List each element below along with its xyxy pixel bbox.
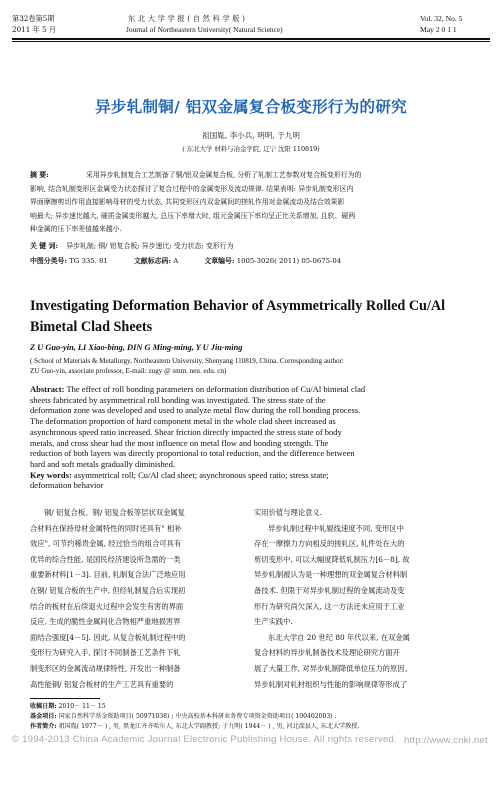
body-line: 面结合强度[4－5]. 因此, 从复合板轧制过程中的 xyxy=(30,632,186,642)
body-line: 备技术. 但限于对异步轧制过程的金属流动及变 xyxy=(254,585,405,595)
body-line: 展了大量工作, 对异步轧制降低单位压力的原因、 xyxy=(254,663,412,673)
abstract-cn xyxy=(30,169,490,237)
affiliation-en-line: ZU Guo-yin, associate professor, E-mail: zugy @ smm. neu. edu. cn) xyxy=(30,367,227,375)
journal-name-cn: 东 北 大 学 学 报 ( 自 然 科 学 版 ) xyxy=(128,14,246,23)
body-line: 变形行为研究入手, 探讨不同制备工艺条件下轧 xyxy=(30,648,181,658)
body-line: 在铜/ 铝复合板的生产中, 但经轧制复合后实现初 xyxy=(30,585,186,595)
abstract-en-line: metals, and cross shear had the most influence on metal flow and bonding strength. The xyxy=(30,437,329,448)
footnote-rule xyxy=(30,698,100,699)
doc-code-label: 文献标志码: xyxy=(134,257,171,265)
body-line: 东北大学自 20 世纪 80 年代以来, 在双金属 xyxy=(268,632,410,642)
paper-title-cn: 异步轧制铜/ 铝双金属复合板变形行为的研究 xyxy=(95,98,407,116)
clc-label: 中图分类号: xyxy=(30,257,67,265)
body-line: 复合材料的异步轧制备技术及理论研究方面开 xyxy=(254,648,400,658)
affiliation-en-line: ( School of Materials & Metallurgy, Northeastern University, Shenyang 110819, China. Corresponding author: xyxy=(30,357,344,365)
body-line: 异步轧制被认为是一种理想的双金属复合材料制 xyxy=(254,570,408,580)
abstract-en-label: Abstract: xyxy=(30,384,65,394)
copyright-watermark: © 1994-2013 China Academic Journal Electronic Publishing House. All rights reserved. xyxy=(12,734,397,745)
body-line: 效应", 可节约稀贵金属, 经过恰当的组合可具有 xyxy=(30,539,182,549)
header-rule-thin xyxy=(12,41,490,42)
keywords-en-label: Key words: xyxy=(30,469,72,480)
keywords-cn-text: 异步轧制; 铜/ 铝复合板; 异步速比; 受力状态; 变形行为 xyxy=(66,242,234,250)
article-number: 1005-3026( 2011) 05-0675-04 xyxy=(236,257,342,265)
body-line: 生产实践中. xyxy=(254,617,293,627)
body-line: 合材料在保持母材金属特性的同时还具有" 相补 xyxy=(30,523,182,533)
body-line: 反应, 生成的脆性金属间化合物相严重地损害界 xyxy=(30,617,181,627)
keywords-en-line: asymmetrical roll; Cu/Al clad sheet; asynchronous speed ratio; stress state; xyxy=(73,469,329,480)
abstract-cn-line: 响最大; 异步速比越大, 硬质金属变形越大, 总压下率增大时, 组元金属压下率均呈正比关系增加, 且软、硬两 xyxy=(30,211,356,220)
doc-code: A xyxy=(173,257,179,265)
body-line: 制变形区的金属流动规律特性, 开发出一种制备 xyxy=(30,663,181,673)
abstract-en-line: sheets fabricated by asymmetrical roll bonding was investigated. The stress state of the xyxy=(30,394,326,405)
date-cn: 2011 年 5 月 xyxy=(12,25,57,34)
article-number-label: 文章编号: xyxy=(204,257,235,265)
body-line: 铜/ 铝复合板、钢/ 铝复合板等层状双金属复 xyxy=(44,508,185,517)
abstract-cn-label: 摘 要: xyxy=(30,171,49,179)
body-right-column xyxy=(254,505,490,692)
abstract-en-line: deformation zone was developed and used to analyze metal flow during the roll bonding process. xyxy=(30,405,361,416)
abstract-en xyxy=(30,384,492,491)
footnote xyxy=(30,702,492,731)
abstract-en-line: The deformation proportion of hard component metal in the whole clad sheet increased as xyxy=(30,416,336,427)
body-line: 高性能铜/ 铝复合板材的生产工艺具有重要的 xyxy=(30,679,174,689)
author-bio-text: 祖国胤( 1977－ ) , 男, 黑龙江齐齐哈尔人, 东北大学副教授; 于九明( 1944－ ) , 男, 河北滦县人, 东北大学教授. xyxy=(58,722,360,730)
body-line: 异步轧制对轧材组织与性能的影响规律等形成了 xyxy=(254,679,408,689)
body-line: 异步轧制过程中轧辊线速度不同, 变形区中 xyxy=(268,523,404,533)
body-line: 优异的综合性能, 是国民经济建设所急需的一类 xyxy=(30,554,181,564)
abstract-en-line: hard and soft metals gradually diminished. xyxy=(30,458,175,469)
abstract-cn-line: 采用异步轧制复合工艺制备了铜/铝双金属复合板, 分析了轧制工艺参数对复合板变形行为的 xyxy=(86,171,362,179)
volume-issue-cn: 第32卷第5期 xyxy=(12,14,55,23)
authors-en: Z U Guo-yin, LI Xiao-bing, DIN G Ming-ming, Y U Jiu-ming xyxy=(30,343,243,352)
fund-text: 国家自然科学基金资助项目( 50971038) ; 中央高校基本科研业务费专项资金资助项目( 100402003) . xyxy=(58,712,337,720)
body-line: 实用价值与理论意义. xyxy=(254,508,322,517)
body-line: 结合的板材在后续退火过程中会发生有害的界面 xyxy=(30,601,184,611)
body-line: 形行为研究尚欠深入, 这一方法还未应用于工业 xyxy=(254,601,405,611)
body-line: 重要新材料[1－3]. 目前, 轧制复合法广泛地应用 xyxy=(30,570,186,580)
affiliation-en xyxy=(30,356,492,376)
received-label: 收稿日期: xyxy=(30,703,57,710)
body-left-column xyxy=(30,505,244,692)
abstract-en-line: reduction of both layers was directly proportional to total reduction, and the difference between xyxy=(30,448,355,459)
affiliation-cn: ( 东北大学 材料与冶金学院, 辽宁 沈阳 110819) xyxy=(182,145,320,153)
keywords-en-line: deformation behavior xyxy=(30,480,104,491)
abstract-cn-line: 种金属的压下率差值越来越小. xyxy=(30,225,122,234)
abstract-en-line: asynchronous speed ratio increased. Shear friction directly impacted the stress state of body xyxy=(30,426,342,437)
journal-name-en: Journal of Northeastern University( Natural Science) xyxy=(126,25,283,34)
abstract-cn-line: 界面摩擦剪切作用直接影响母材的受力状态, 共同变形区内双金属间的搓轧作用对金属流动及结合效果影 xyxy=(30,198,345,207)
keywords-cn xyxy=(30,240,490,254)
volume-issue-en: Vol. 32, No. 5 xyxy=(420,14,463,23)
body-line: 存在一摩擦力方向相反的搓轧区, 轧件处在大的 xyxy=(254,539,405,549)
paper-title-en: Investigating Deformation Behavior of Asymmetrically Rolled Cu/Al Bimetal Clad Sheets xyxy=(30,298,446,335)
authors-cn: 祖国胤, 李小兵, 明明, 于九明 xyxy=(201,131,300,140)
abstract-en-line: The effect of roll bonding parameters on deformation distribution of Cu/Al bimetal clad xyxy=(66,384,366,394)
body-line: 剪切变形中, 可以大幅度降低轧制压力[6－8], 故 xyxy=(254,554,410,564)
author-bio-label: 作者简介: xyxy=(30,722,57,730)
keywords-cn-label: 关 键 词: xyxy=(30,242,59,250)
fund-label: 基金项目: xyxy=(30,712,57,720)
date-en: May 2 0 1 1 xyxy=(420,25,457,34)
abstract-cn-line: 影响, 结合轧制变形区金属受力状态探讨了复合过程中的金属变形及流动规律. 结果表明: 异步轧制变形区内 xyxy=(30,184,354,193)
clc-number: TG 335. 81 xyxy=(69,257,108,265)
header-rule-thick xyxy=(12,38,490,40)
received-date: 2010－ 11－ 15 xyxy=(58,703,106,710)
cnki-url-watermark: http://www.cnki.net xyxy=(404,735,488,746)
classification-cn xyxy=(30,255,490,269)
